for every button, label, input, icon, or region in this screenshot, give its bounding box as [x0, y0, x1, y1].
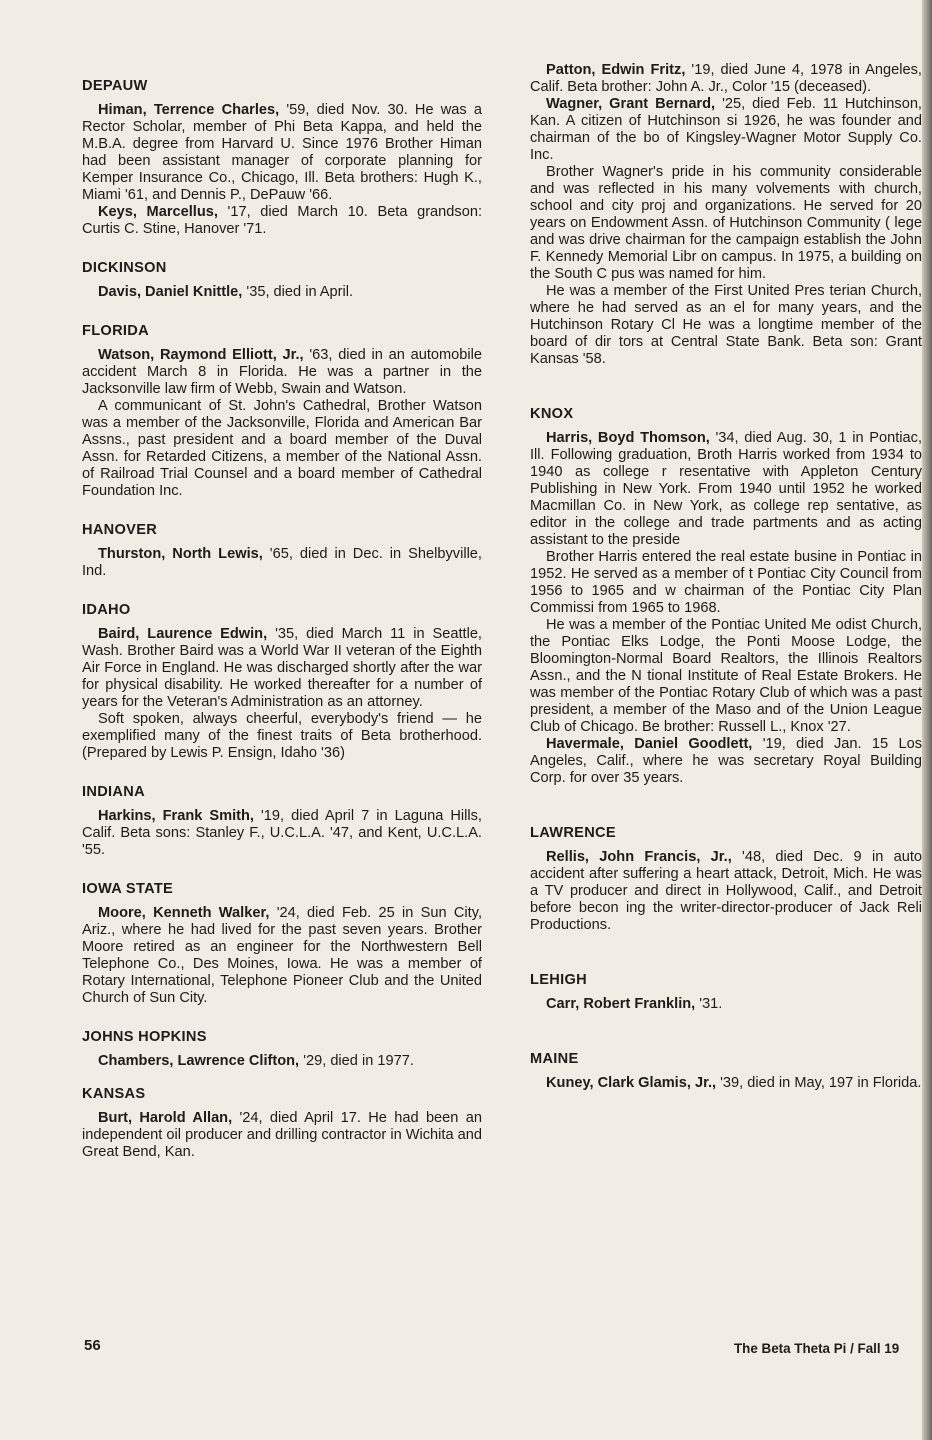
right-column — [530, 62, 922, 1092]
obituary-text: '24, died April 17. He had been an independent oil producer and drilling contractor in Wichita and Great Bend, Kan. — [82, 1110, 482, 1160]
chapter-heading: KNOX — [530, 406, 574, 422]
obituary-text: '25, died Feb. 11 Hutchinson, Kan. A citizen of Hutchinson si 1926, he was founder and chairman of the bo of Kingsley-Wagner Motor Supply Co. Inc. — [530, 96, 922, 163]
obituary-entry — [82, 1110, 482, 1161]
obituary-text: '65, died in Dec. in Shelbyville, Ind. — [82, 546, 482, 579]
chapter-section-kansas — [82, 1086, 482, 1161]
member-name: Burt, Harold Allan, — [98, 1110, 233, 1126]
chapter-section-iowa-state — [82, 881, 482, 1007]
member-name: Harkins, Frank Smith, — [98, 808, 254, 824]
member-name: Chambers, Lawrence Clifton, — [98, 1053, 300, 1069]
chapter-section-dickinson — [82, 260, 482, 301]
obituary-text: '39, died in May, 197 in Florida. — [720, 1075, 922, 1091]
chapter-heading: IOWA STATE — [82, 881, 174, 897]
obituary-entry — [82, 204, 482, 238]
chapter-section-johns-hopkins — [82, 1029, 482, 1070]
member-name: Keys, Marcellus, — [98, 204, 218, 220]
member-name: Rellis, John Francis, Jr., — [546, 849, 732, 865]
obituary-text: '19, died Jan. 15 Los Angeles, Calif., where he was secretary Royal Building Corp. for over 35 years. — [530, 736, 922, 786]
obituary-text: '34, died Aug. 30, 1 in Pontiac, Ill. Following graduation, Broth Harris worked from 1934 to 1940 as college r resentative with Appleton Century Publishing in New York. From 1940 until 1952 he worked Macmillan Co. in New York, as college rep sentative, as editor in the college and trade partments and as acting assistant to the preside — [530, 430, 922, 548]
obituary-paragraph: A communicant of St. John's Cathedral, Brother Watson was a member of the Jacksonville, Florida and American Bar Assns., past president and a board member of the Duval Assn. for Retarded Citizens, a member of the National Assn. of Railroad Trial Counsel and a board member of Cathedral Foundation Inc. — [82, 398, 482, 499]
obituary-text: '29, died in 1977. — [303, 1053, 414, 1069]
member-name: Carr, Robert Franklin, — [546, 996, 696, 1012]
chapter-section-indiana — [82, 784, 482, 859]
chapter-heading: DEPAUW — [82, 78, 148, 94]
chapter-heading: MAINE — [530, 1051, 579, 1067]
chapter-heading: KANSAS — [82, 1086, 146, 1102]
member-name: Patton, Edwin Fritz, — [546, 62, 686, 78]
chapter-heading: IDAHO — [82, 602, 131, 618]
obituary-text: '24, died Feb. 25 in Sun City, Ariz., where he had lived for the past seven years. Brother Moore retired as an engineer for the Northwestern Bell Telephone Co., Des Moines, Iowa. He was a member of Rotary International, Telephone Pioneer Club and the United Church of Sun City. — [82, 905, 483, 1006]
chapter-section-florida — [82, 323, 482, 500]
obituary-text: '35, died March 11 in Seattle, Wash. Brother Baird was a World War II veteran of the Eighth Air Force in England. He was discharged shortly after the war for physical disability. He worked thereafter for a number of years for the Veteran's Administration as an attorney. — [82, 626, 482, 710]
chapter-heading: FLORIDA — [82, 323, 149, 339]
obituary-paragraph: He was a member of the Pontiac United Me odist Church, the Pontiac Elks Lodge, the Ponti Moose Lodge, the Bloomington-Normal Board Realtors, the Illinois Realtors Assn., and the N tional Institute of Real Estate Brokers. He was member of the Pontiac Rotary Club of which was a past president, a member of the Maso and of the Union League Club of Chicago. Be brother: Russell L., Knox '27. — [530, 617, 922, 735]
obituary-entry — [530, 996, 922, 1013]
obituary-paragraph: Brother Harris entered the real estate busine in Pontiac in 1952. He served as a member of t Pontiac City Council from 1956 to 1965 and w chairman of the Pontiac City Plan Commissi from 1965 to 1968. — [530, 549, 922, 616]
obituary-text: '17, died March 10. Beta grandson: Curtis C. Stine, Hanover '71. — [82, 204, 482, 237]
obituary-paragraph: Soft spoken, always cheerful, everybody's friend — he exemplified many of the finest traits of Beta brotherhood. (Prepared by Lewis P. Ensign, Idaho '36) — [82, 711, 482, 761]
obituary-entry — [82, 102, 482, 204]
chapter-section-lehigh — [530, 972, 922, 1013]
obituary-entry — [82, 284, 482, 301]
member-name: Baird, Laurence Edwin, — [98, 626, 268, 642]
chapter-section-maine — [530, 1051, 922, 1092]
member-name: Watson, Raymond Elliott, Jr., — [98, 347, 304, 363]
obituary-text: '35, died in April. — [246, 284, 354, 300]
member-name: Davis, Daniel Knittle, — [98, 284, 243, 300]
chapter-heading: HANOVER — [82, 522, 158, 538]
obituary-paragraph: He was a member of the First United Pres terian Church, where he had served as an el for many years, and the Hutchinson Rotary Cl He was a longtime member of the board of dir tors at Central State Bank. Beta son: Grant Kansas '58. — [530, 283, 922, 367]
chapter-section-idaho — [82, 602, 482, 762]
obituary-entry — [530, 62, 922, 96]
chapter-heading: INDIANA — [82, 784, 145, 800]
obituary-entry — [530, 1075, 922, 1092]
running-footer: The Beta Theta Pi / Fall 19 — [734, 1341, 900, 1356]
obituary-text: '19, died April 7 in Laguna Hills, Calif. Beta sons: Stanley F., U.C.L.A. '47, and Kent, U.C.L.A. '55. — [82, 808, 482, 858]
obituary-entry — [82, 1053, 482, 1070]
obituary-entry — [82, 905, 482, 1007]
member-name: Himan, Terrence Charles, — [98, 102, 280, 118]
obituary-entry — [82, 808, 482, 859]
page-number: 56 — [84, 1337, 101, 1354]
obituary-entry — [530, 430, 922, 736]
obituary-entry — [82, 626, 482, 762]
obituary-entry — [530, 736, 922, 787]
chapter-heading: JOHNS HOPKINS — [82, 1029, 207, 1045]
obituary-text: '31. — [699, 996, 723, 1012]
chapter-section-lawrence — [530, 825, 922, 934]
obituary-text: '59, died Nov. 30. He was a Rector Scholar, member of Phi Beta Kappa, and held the M.B.A. degree from Harvard U. Since 1976 Brother Himan had been assistant manager of corporate planning for Kemper Insurance Co., Chicago, Ill. Beta brothers: Hugh K., Miami '61, and Dennis P., DePauw '66. — [82, 102, 482, 203]
obituary-text: '19, died June 4, 1978 in Angeles, Calif. Beta brother: John A. Jr., Color '15 (deceased). — [530, 62, 922, 95]
chapter-section-knox — [530, 406, 922, 787]
obituary-text: '63, died in an automobile accident March 8 in Florida. He was a partner in the Jacksonville law firm of Webb, Swain and Watson. — [82, 347, 482, 397]
member-name: Thurston, North Lewis, — [98, 546, 263, 562]
member-name: Havermale, Daniel Goodlett, — [546, 736, 753, 752]
left-column — [82, 78, 482, 1161]
obituary-entry — [530, 849, 922, 934]
chapter-section-depauw — [82, 78, 482, 238]
obituary-text: '48, died Dec. 9 in auto accident after suffering a heart attack, Detroit, Mich. He was a TV producer and direct in Hollywood, Calif., and Detroit before becon ing the writer-director-producer of Jack Reli Productions. — [530, 849, 922, 933]
member-name: Harris, Boyd Thomson, — [546, 430, 710, 446]
chapter-heading: LAWRENCE — [530, 825, 616, 841]
member-name: Moore, Kenneth Walker, — [98, 905, 270, 921]
member-name: Kuney, Clark Glamis, Jr., — [546, 1075, 717, 1091]
page-binding-edge — [922, 0, 932, 1440]
chapter-section-continued — [530, 62, 922, 368]
obituary-entry — [530, 96, 922, 368]
obituary-paragraph: Brother Wagner's pride in his community considerable and was reflected in his many volvements with church, school and city proj and organizations. He served for 20 years on Endowment Assn. of Hutchinson Community ( lege and was drive chairman for the campaign establish the John F. Kennedy Memorial Libr on campus. In 1975, a building on the South C pus was named for him. — [530, 164, 922, 282]
obituary-entry — [82, 546, 482, 580]
obituary-entry — [82, 347, 482, 500]
chapter-section-hanover — [82, 522, 482, 580]
member-name: Wagner, Grant Bernard, — [546, 96, 716, 112]
chapter-heading: LEHIGH — [530, 972, 587, 988]
chapter-heading: DICKINSON — [82, 260, 167, 276]
